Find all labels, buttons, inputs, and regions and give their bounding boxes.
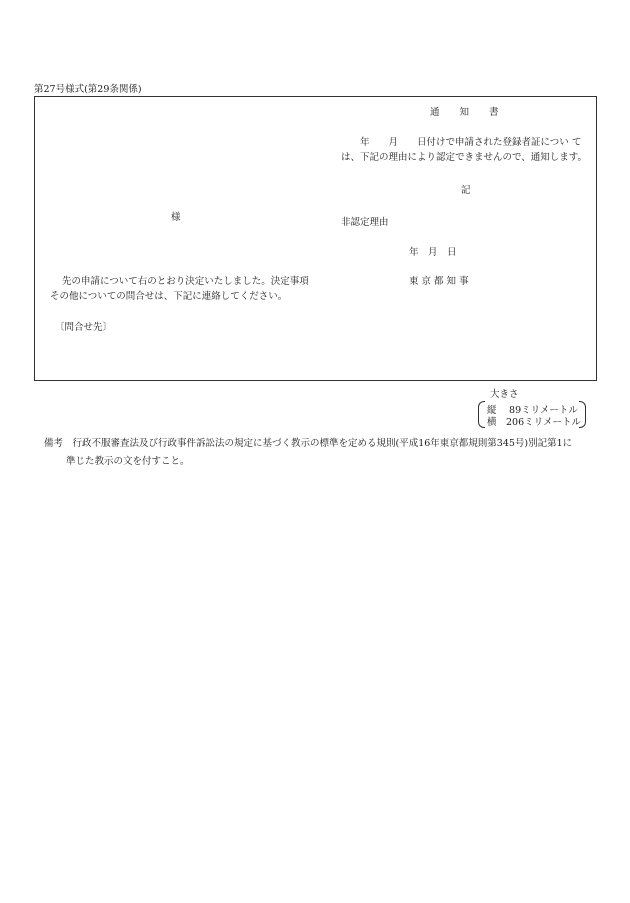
rejection-reason-label: 非認定理由 xyxy=(341,217,389,228)
ki-heading: 記 xyxy=(461,185,471,196)
issuer-name: 東 京 都 知 事 xyxy=(409,276,469,287)
title-char: 通 xyxy=(430,107,440,118)
remarks-line-2: 準じた教示の文を付すこと。 xyxy=(66,456,190,467)
size-label: 大きさ xyxy=(490,389,519,400)
notice-body-line-1: 年 月 日付けで申請された登録者証につい て xyxy=(360,137,582,148)
notice-body-line-2: は、下記の理由により認定できませんので、通知します。 xyxy=(341,152,588,163)
size-specification xyxy=(478,400,586,428)
contact-label: 〔問合せ先〕 xyxy=(55,322,113,333)
decision-text-line-1: 先の申請について右のとおり決定いたしました。決定事項 xyxy=(62,276,309,287)
size-width: 横 206ミリメートル xyxy=(487,417,581,428)
title-char: 書 xyxy=(489,107,499,118)
size-height: 縦 89ミリメートル xyxy=(487,405,578,416)
honorific-sama: 様 xyxy=(171,212,181,223)
left-brace xyxy=(478,401,485,428)
remarks-line-1: 備考 行政不服審査法及び行政事件訴訟法の規定に基づく教示の標準を定める規則(平成16年東京都規則第345号)別記第1に xyxy=(44,438,573,449)
date-line: 年 月 日 xyxy=(409,247,457,258)
right-brace xyxy=(579,401,586,428)
decision-text-line-2: その他についての問合せは、下記に連絡してください。 xyxy=(50,291,288,302)
notice-title xyxy=(430,104,499,118)
title-char: 知 xyxy=(459,107,470,118)
form-number-label: 第27号様式(第29条関係) xyxy=(34,84,142,95)
